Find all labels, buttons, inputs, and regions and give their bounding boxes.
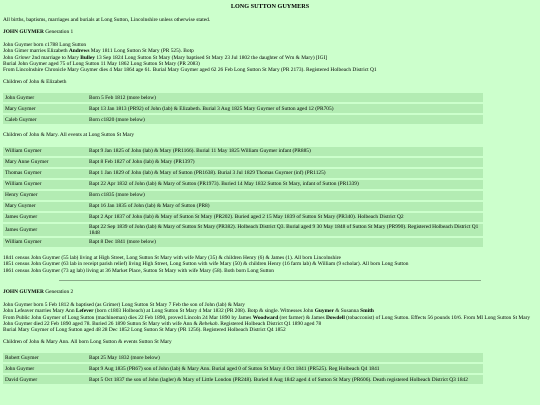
children-elizabeth-table	[3, 91, 483, 126]
gen2-details	[3, 302, 537, 334]
child-name: Mary Anne Guymer	[3, 158, 87, 167]
gen2-heading-gen: Generation 2	[43, 289, 74, 296]
table-row	[3, 213, 483, 222]
table-row	[3, 238, 483, 247]
table-row	[3, 191, 483, 200]
gen2-text: (born c1803 Holbeach) at Long Sutton St Mary 4 Mar 1832 (PR 208). Botp & single. Witnesses John	[93, 308, 315, 315]
table-row	[3, 169, 483, 178]
gen2-heading-name: JOHN GUYMER	[3, 289, 44, 296]
table-row	[3, 147, 483, 156]
child-name: Mary Guymer	[3, 202, 87, 211]
gen1-heading-name: JOHN GUYMER	[3, 29, 44, 36]
census-line: 1841 census John Guymer (55 lab) living at High Street, Long Sutton St Mary with wife Mary (35) & children Henry (6) & James (1). All born Lincolnshire	[3, 255, 341, 262]
child-name: David Guymer	[3, 375, 87, 384]
table-row	[3, 224, 483, 236]
child-info: Bapt 1 Jan 1829 of John (lab) & Mary of Sutton (PR1638). Burial 3 Jul 1829 Thomas Guymer (inf) (PR1125)	[87, 169, 483, 178]
section-divider	[59, 280, 481, 281]
table-row	[3, 202, 483, 211]
gen2-children-table	[3, 351, 483, 386]
gen2-line	[3, 315, 537, 328]
intro-text: All births, baptisms, marriages and burials at Long Sutton, Lincolnshire unless otherwise stated.	[3, 17, 211, 23]
child-name: William Guymer	[3, 147, 87, 156]
child-name: James Guymer	[3, 213, 87, 222]
child-info: Bapt 22 Sep 1839 of John (lab) & Mary of Sutton St Mary (PR382). Holbeach District Q3. Burial aged 9 30 May 1848 of Sutton St Mary (PR990). Registered Holbeach District Q1 1848	[87, 224, 483, 236]
table-row	[3, 93, 483, 102]
gen2-text: (tobacconist) of Long Sutton. Effects 56 pounds 10/6. From MI Long Sutton St Mary John Guymer died 22 Feb 1890 aged 78. Buried 26 1890 Sutton St Mary with wife Ann &	[3, 314, 531, 327]
gen2-line: John Guymer born 5 Feb 1812 & baptised (as Grimer) Long Sutton St Mary 7 Feb the son of John (lab) & Mary	[3, 301, 245, 308]
child-name: William Guymer	[3, 180, 87, 189]
gen2-text: (ret farmer) & James	[278, 314, 326, 321]
child-info: Bapt 16 Jan 1835 of John (lab) & Mary of Sutton (PR8)	[87, 202, 483, 211]
gen1-line-text: John Gimer marries Elizabeth Andrews May 1811 Long Sutton St Mary (PR 525). Botp	[3, 48, 194, 55]
child-info: Born c1835 (more below)	[87, 191, 483, 200]
child-name: John Guymer	[3, 364, 87, 373]
gen2-surname: Lefever	[75, 308, 94, 315]
gen2-text: From Public John Guymer of Long Sutton (machineman) dies 22 Feb 1890, proved Lincoln 24 Mar 1890 by James	[3, 314, 253, 321]
gen1-line: John Guymer born c1788 Long Sutton	[3, 41, 87, 48]
page-title: LONG SUTTON GUYMERS	[230, 3, 310, 10]
gen1-heading-gen: Generation 1	[43, 29, 74, 36]
gen1-line: From Lincolnshire Chronicle Mary Guymer dies 4 Mar 1864 age 61. Burial Mary Guymer aged 62 26 Feb Long Sutton St Mary (PR 2173). Registered Holbeach District Q1	[3, 67, 377, 74]
child-name: Robert Guymer	[3, 353, 87, 362]
gen2-surname: Dowdell	[325, 314, 345, 321]
gen2-line: Burial Mary Guymer of Long Sutton aged 48 28 Dec 1852 Long Sutton St Mary (PR 1256). Registered Holbeach District Q4 1852	[3, 327, 286, 334]
child-info: Bapt 13 Jan 1813 (PR92) of John (lab) & Elizabeth. Burial 3 Aug 1825 Mary Guymer of Sutton aged 12 (PR705)	[87, 104, 483, 113]
child-name: Thomas Guymer	[3, 169, 87, 178]
table-row	[3, 375, 483, 384]
gen1-line-text: John Grimer 2nd marriage to Mary Bulley 13 Sep 1824 Long Sutton St Mary (Mary baptised St Mary 23 Jul 1802 the daughter of Wm & Mary) [IGI]	[3, 54, 328, 61]
gen1-details	[3, 42, 537, 74]
child-info: Bapt 9 Aug 1835 (PR67) son of John (lab) & Mary Ann. Burial aged 0 of Sutton St Mary 4 Oct 1841 (PR525). Reg Holbeach Q4 1841	[87, 364, 483, 373]
child-info: Bapt 2 Apr 1837 of John (lab) & Mary of Sutton St Mary (PR202). Buried aged 2 15 May 1839 of Sutton St Mary (PR340). Holbeach District Q2	[87, 213, 483, 222]
child-info: Bapt 8 Dec 1841 (more below)	[87, 238, 483, 247]
table-row	[3, 364, 483, 373]
gen1-heading	[3, 29, 537, 35]
gen2-surname: Guymer	[314, 308, 334, 315]
gen2-italic: Rebekah	[199, 320, 218, 327]
gen2-children-heading: Children of John & Mary Ann. All born Long Sutton & events Sutton St Mary	[3, 338, 172, 345]
child-info: Bapt 25 May 1832 (more below)	[87, 353, 483, 362]
table-row	[3, 115, 483, 124]
child-name: Henry Guymer	[3, 191, 87, 200]
gen2-text: . Registered Holbeach District Q1 1890 aged 78	[217, 320, 322, 327]
child-info: Bapt 9 Jan 1825 of John (lab) & Mary (PR1166). Burial 11 May 1825 William Guymer infant (PR885)	[87, 147, 483, 156]
gen1-line: Burial John Guymer aged 75 of Long Sutton 11 May 1862 Long Sutton St Mary (PR 2083)	[3, 61, 200, 68]
table-row	[3, 158, 483, 167]
gen2-text: John Lefeaver marries Mary Ann	[3, 308, 76, 315]
gen2-text: & Susanna	[333, 308, 361, 315]
child-info: Born c1820 (more below)	[87, 115, 483, 124]
child-name: Mary Guymer	[3, 104, 87, 113]
gen2-surname: Smith	[360, 308, 374, 315]
gen2-surname: Woodward	[252, 314, 279, 321]
table-row	[3, 104, 483, 113]
child-info: Born 5 Feb 1812 (more below)	[87, 93, 483, 102]
children-mary-heading: Children of John & Mary. All events at Long Sutton St Mary	[3, 132, 135, 139]
gen2-heading	[3, 289, 537, 295]
census-line: 1851 census John Guymer (63 lab in receipt parish relief) living High Street, Long Sutton with wife Mary (50) & children Henry (16 farm lab) & William (9 scholar). All born Long Sutton	[3, 261, 409, 268]
table-row	[3, 180, 483, 189]
child-name: James Guymer	[3, 224, 87, 236]
children-mary-table	[3, 145, 483, 249]
children-elizabeth-heading: Children of John & Elizabeth	[3, 78, 67, 85]
child-name: John Guymer	[3, 93, 87, 102]
census-line: 1861 census John Guymer (73 ag lab) living at 36 Market Place, Sutton St Mary with wife Mary (58). Both born Long Sutton	[3, 267, 274, 274]
child-name: Caleb Guymer	[3, 115, 87, 124]
child-name: William Guymer	[3, 238, 87, 247]
census-block	[3, 255, 537, 274]
table-row	[3, 353, 483, 362]
child-info: Bapt 8 Feb 1827 of John (lab) & Mary (PR1397)	[87, 158, 483, 167]
child-info: Bapt 22 Apr 1832 of John (lab) & Mary of Sutton (PR1973). Buried 14 May 1832 Sutton St Mary, infant of Sutton (PR1339)	[87, 180, 483, 189]
child-info: Bapt 5 Oct 1837 the son of John (lagler) & Mary of Little London (PR248). Buried 8 Aug 1842 aged 4 of Sutton St Mary (PR606). Death registered Holbeach District Q3 1842	[87, 375, 483, 384]
